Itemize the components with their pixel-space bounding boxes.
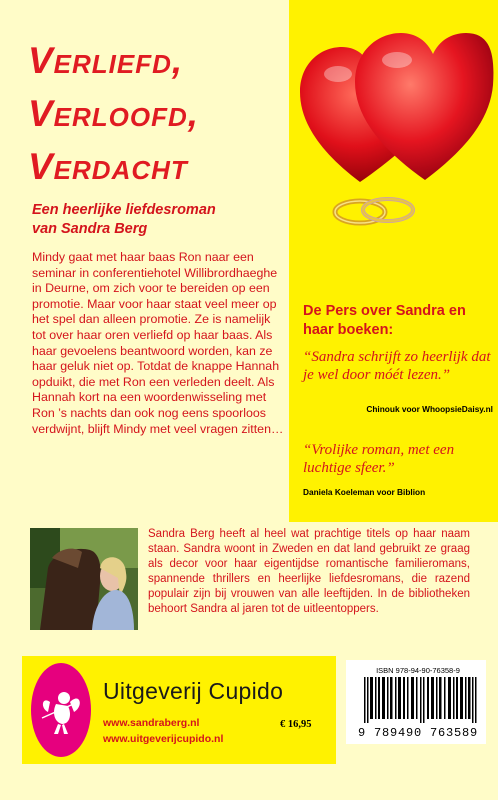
author-bio: Sandra Berg heeft al heel wat prachtige titels op haar naam staan. Sandra woont in Zweden en dat land gebruikt ze graag als decor voor haar eigentijdse romantische familieromans, spannende thrillers en heerlijke liefdesromans, die razend populair zijn bij vrouwen van alle leeftijden. In de bibliotheken behoort Sandra al jaren tot de uitleentoppers. — [148, 528, 470, 615]
cupid-icon — [30, 662, 92, 758]
hearts-icon — [300, 22, 495, 187]
price: € 16,95 — [280, 719, 312, 730]
subtitle-line-1: Een heerlijke liefdesroman — [32, 202, 216, 218]
website-link-sandraberg[interactable]: www.sandraberg.nl — [103, 717, 200, 729]
press-source-2: Daniela Koeleman voor Biblion — [303, 487, 426, 497]
title-line-3: Verdacht — [28, 146, 188, 187]
title-line-2: Verloofd, — [28, 93, 200, 134]
author-photo — [30, 528, 138, 630]
press-quote-2: “Vrolijke roman, met een luchtige sfeer.” — [303, 442, 455, 476]
barcode-icon — [364, 677, 480, 723]
publisher-name: Uitgeverij Cupido — [103, 678, 284, 704]
blurb-text: Mindy gaat met haar baas Ron naar een seminar in conferentiehotel Willibrordhaeghe in Deurne, om zich voor te bereiden op een promotie. Maar voor haar staat veel meer op het spel dan alleen promotie. Ze is namelijk tot over haar oren verliefd op haar baas. Als haar gevoelens beantwoord worden, kan ze haar geluk niet op. Totdat de knappe Hannah opduikt, die met Ron een verleden deelt. Als Hannah kort na een woordenwisseling met Ron ’s nachts dan ook nog eens spoorloos verdwijnt, blijft Mindy met veel vragen zitten… — [32, 250, 284, 436]
press-quote-1: “Sandra schrijft zo heerlijk dat je wel door móét lezen.” — [303, 349, 491, 383]
press-heading: De Pers over Sandra en haar boeken: — [303, 303, 466, 338]
subtitle-line-2: van Sandra Berg — [32, 221, 148, 237]
press-source-1: Chinouk voor WhoopsieDaisy.nl — [366, 404, 493, 414]
isbn-number: 9 789490 763589 — [357, 726, 479, 740]
isbn-label: ISBN 978-94-90-76358-9 — [376, 666, 460, 675]
website-link-cupido[interactable]: www.uitgeverijcupido.nl — [103, 733, 224, 745]
wedding-rings-icon — [330, 190, 420, 230]
title-line-1: Verliefd, — [28, 40, 184, 81]
subtitle — [32, 201, 282, 239]
